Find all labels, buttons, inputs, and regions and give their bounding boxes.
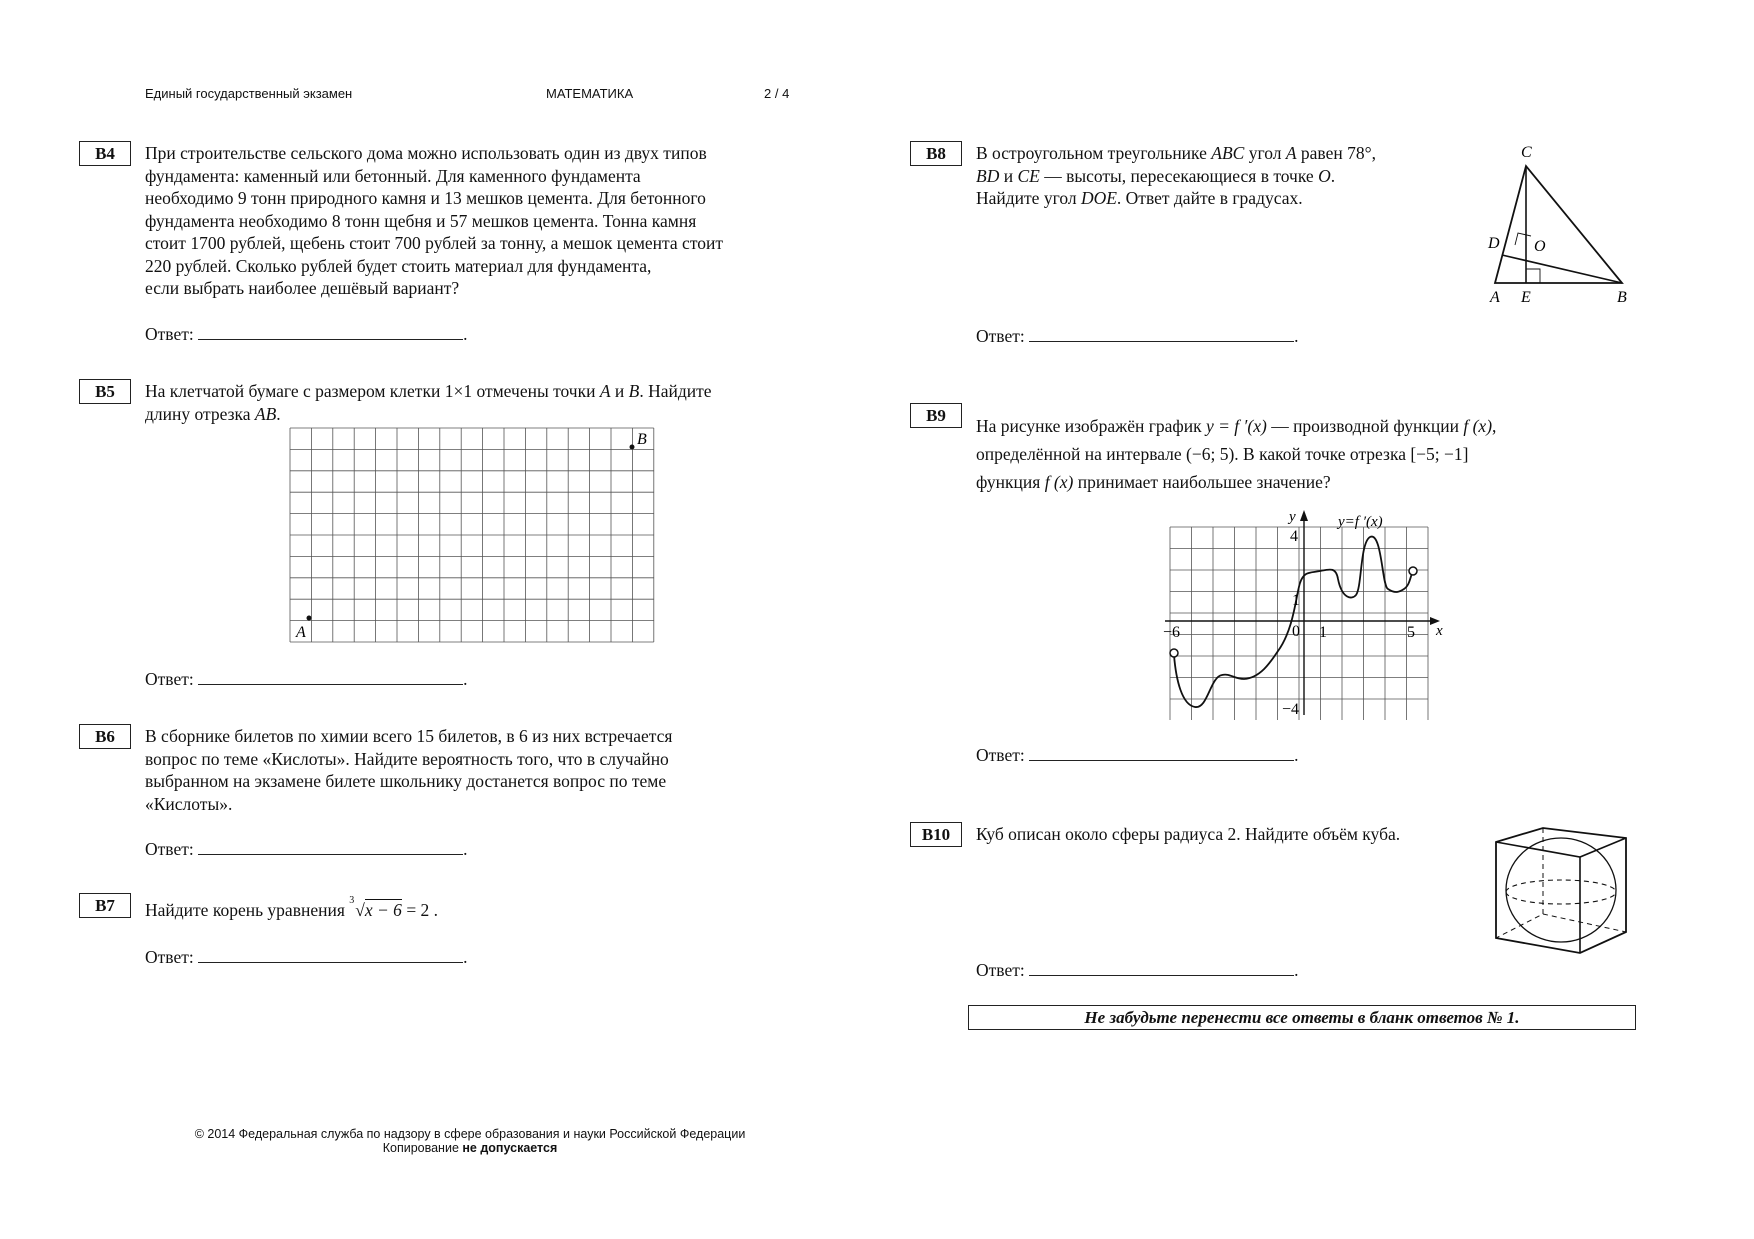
vertex-b-label: B bbox=[1617, 289, 1627, 306]
b10-cube-sphere-figure bbox=[1490, 820, 1640, 960]
header-page: 2 / 4 bbox=[764, 86, 790, 101]
derivative-curve bbox=[1174, 537, 1413, 708]
x-axis-label: x bbox=[1436, 623, 1443, 639]
open-endpoint-left bbox=[1170, 649, 1178, 657]
task-b4-line: фундамента необходимо 8 тонн щебня и 57 мешков цемента. Тонна камня bbox=[145, 210, 697, 231]
point-d-label: D bbox=[1488, 235, 1500, 252]
tick-y-minus-4: −4 bbox=[1282, 701, 1300, 718]
task-b7-label: B7 bbox=[79, 893, 131, 918]
point-a bbox=[307, 616, 312, 621]
y-axis-arrow-icon bbox=[1300, 510, 1308, 521]
task-b4-label: B4 bbox=[79, 141, 131, 166]
reminder-box: Не забудьте перенести все ответы в бланк ответов № 1. bbox=[968, 1005, 1636, 1030]
b9-derivative-graph bbox=[1160, 505, 1450, 720]
task-b4-line: При строительстве сельского дома можно использовать один из двух типов bbox=[145, 143, 707, 163]
point-a-label: A bbox=[296, 624, 306, 641]
task-b4-line: стоит 1700 рублей, щебень стоит 700 рублей за тонну, а мешок цемента стоит bbox=[145, 233, 723, 253]
header-exam: Единый государственный экзамен bbox=[145, 86, 353, 101]
tick-x-1: 1 bbox=[1319, 624, 1327, 641]
task-b5-text: На клетчатой бумаге с размером клетки 1×1 отмечены точки A и B. Найдите длину отрезка AB. bbox=[145, 381, 712, 424]
header-subject: МАТЕМАТИКА bbox=[546, 86, 634, 101]
point-e-label: E bbox=[1521, 289, 1531, 306]
tick-x-minus-6: −6 bbox=[1163, 624, 1181, 641]
task-b6-line: «Кислоты». bbox=[145, 793, 233, 814]
tick-origin: 0 bbox=[1292, 623, 1300, 640]
open-endpoint-right bbox=[1409, 567, 1417, 575]
y-axis-label: y bbox=[1289, 509, 1296, 525]
point-o-label: O bbox=[1534, 238, 1546, 255]
task-b9-answer[interactable]: Ответ: . bbox=[976, 745, 1299, 765]
task-b5-answer[interactable]: Ответ: . bbox=[145, 669, 468, 689]
task-b5-label: B5 bbox=[79, 379, 131, 404]
task-b9-text: На рисунке изображён график y = f ′(x) — производной функции f (x), определённой на интервале (−6; 5). В какой точке отрезка [−5; −1] функция f (x) принимает наибольшее значение? bbox=[976, 416, 1497, 492]
point-b bbox=[630, 445, 635, 450]
task-b8-answer[interactable]: Ответ: . bbox=[976, 326, 1299, 346]
task-b6-label: B6 bbox=[79, 724, 131, 749]
task-b6-line: вопрос по теме «Кислоты». Найдите вероятность того, что в случайно bbox=[145, 748, 669, 769]
b5-grid-figure bbox=[287, 425, 657, 645]
tick-y-4: 4 bbox=[1290, 528, 1298, 545]
task-b7-answer[interactable]: Ответ: . bbox=[145, 947, 468, 967]
task-b6-line: В сборнике билетов по химии всего 15 билетов, в 6 из них встречается bbox=[145, 726, 673, 746]
task-b6-answer[interactable]: Ответ: . bbox=[145, 839, 468, 859]
task-b4-line: 220 рублей. Сколько рублей будет стоить материал для фундамента, bbox=[145, 255, 652, 276]
task-b10-answer[interactable]: Ответ: . bbox=[976, 960, 1299, 980]
curve-label: y=f ′(x) bbox=[1338, 514, 1383, 530]
task-b6-text bbox=[145, 725, 797, 815]
footer bbox=[145, 1127, 795, 1155]
task-b9-label: B9 bbox=[910, 403, 962, 428]
task-b4-text bbox=[145, 142, 797, 300]
task-b4-line: если выбрать наиболее дешёвый вариант? bbox=[145, 278, 460, 298]
task-b4-answer[interactable]: Ответ: . bbox=[145, 324, 468, 344]
task-b4-line: необходимо 9 тонн природного камня и 13 мешков цемента. Для бетонного bbox=[145, 188, 706, 208]
task-b4-line: фундамента: каменный или бетонный. Для каменного фундамента bbox=[145, 165, 641, 186]
vertex-a-label: A bbox=[1490, 289, 1500, 306]
b8-triangle-figure bbox=[1480, 138, 1640, 308]
task-b8-text: В остроугольном треугольнике ABC угол A равен 78°, BD и CE — высоты, пересекающиеся в точке O. Найдите угол DOE. Ответ дайте в градусах. bbox=[976, 143, 1376, 208]
tick-y-1: 1 bbox=[1292, 592, 1300, 609]
point-b-label: B bbox=[637, 431, 647, 448]
tick-x-5: 5 bbox=[1407, 624, 1415, 641]
task-b10-label: B10 bbox=[910, 822, 962, 847]
footer-copy-notice: Копирование не допускается bbox=[382, 1141, 558, 1155]
task-b10-text: Куб описан около сферы радиуса 2. Найдите объём куба. bbox=[976, 824, 1401, 844]
task-b8-label: B8 bbox=[910, 141, 962, 166]
cube-root: 3 √x − 6 bbox=[349, 895, 402, 920]
task-b6-line: выбранном на экзамене билете школьнику достанется вопрос по теме bbox=[145, 771, 667, 791]
task-b7-text: Найдите корень уравнения 3 √x − 6 = 2 . bbox=[145, 895, 439, 920]
footer-copyright: © 2014 Федеральная служба по надзору в сфере образования и науки Российской Федерации bbox=[194, 1127, 746, 1141]
vertex-c-label: C bbox=[1521, 144, 1532, 161]
